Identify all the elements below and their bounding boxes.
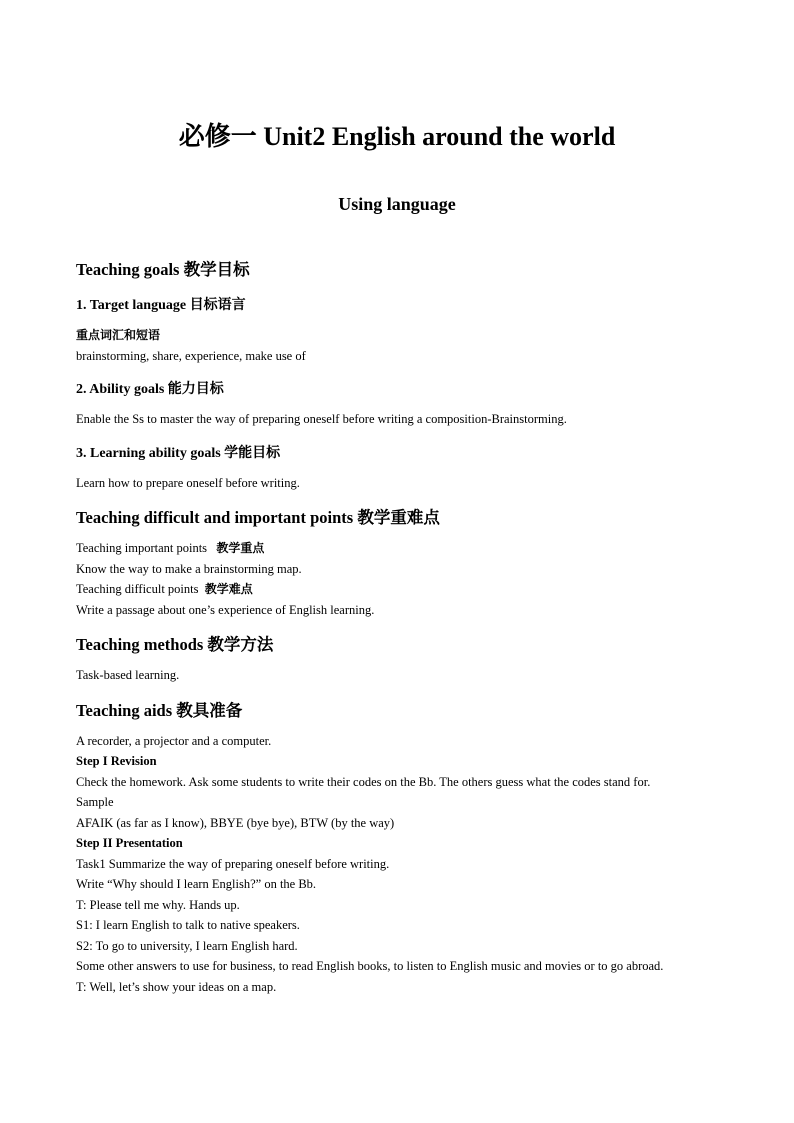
- step-paragraph: Task1 Summarize the way of preparing oneself before writing.: [76, 856, 390, 871]
- teaching-methods-text: Task-based learning.: [76, 668, 180, 682]
- ability-goals-heading: 2. Ability goals 能力目标: [76, 382, 224, 397]
- step-paragraph: T: Well, let’s show your ideas on a map.: [76, 979, 277, 994]
- teaching-methods-heading: Teaching methods 教学方法: [76, 635, 274, 654]
- step-heading: Step I Revision: [76, 754, 157, 768]
- step-paragraph: AFAIK (as far as I know), BBYE (bye bye), BTW (by the way): [76, 815, 395, 830]
- difficult-points-line: [76, 579, 720, 600]
- learning-ability-goals-text: Learn how to prepare oneself before writing.: [76, 475, 300, 490]
- important-points-label: Teaching important points: [76, 541, 208, 555]
- step-paragraph: Some other answers to use for business, to read English books, to listen to English music and movies or to go abroad.: [76, 959, 664, 973]
- key-vocab-label: 重点词汇和短语: [76, 328, 161, 342]
- difficult-points-cn: 教学难点: [204, 582, 253, 596]
- difficult-points-label: Teaching difficult points: [76, 582, 199, 596]
- step-paragraph: S2: To go to university, I learn English hard.: [76, 938, 298, 953]
- teaching-goals-heading: Teaching goals 教学目标: [76, 260, 250, 279]
- learning-ability-goals-heading: 3. Learning ability goals 学能目标: [76, 445, 281, 461]
- difficult-points-heading: Teaching difficult and important points 教学重难点: [76, 508, 440, 527]
- step-paragraph: Write “Why should I learn English?” on the Bb.: [76, 877, 317, 891]
- step-paragraph: Check the homework. Ask some students to write their codes on the Bb. The others guess what the codes stand for.: [76, 774, 651, 789]
- key-vocab-text: brainstorming, share, experience, make use of: [76, 348, 306, 363]
- difficult-points-text: Write a passage about one’s experience of English learning.: [76, 602, 375, 617]
- document-title: 必修一 Unit2 English around the world: [178, 122, 616, 151]
- teaching-aids-text: A recorder, a projector and a computer.: [76, 733, 272, 748]
- teaching-aids-heading: Teaching aids 教具准备: [76, 700, 243, 720]
- important-points-cn: 教学重点: [216, 541, 265, 555]
- step-paragraph: Sample: [76, 795, 114, 809]
- document-body: [76, 258, 720, 997]
- step-paragraph: S1: I learn English to talk to native speakers.: [76, 918, 300, 932]
- target-language-heading: 1. Target language 目标语言: [76, 298, 246, 313]
- step-heading: Step II Presentation: [76, 836, 183, 850]
- ability-goals-text: Enable the Ss to master the way of preparing oneself before writing a composition-Brainstorming.: [76, 412, 567, 426]
- important-points-line: [76, 538, 720, 559]
- step-paragraph: T: Please tell me why. Hands up.: [76, 897, 240, 912]
- document-subtitle: Using language: [338, 194, 456, 214]
- important-points-text: Know the way to make a brainstorming map.: [76, 561, 302, 576]
